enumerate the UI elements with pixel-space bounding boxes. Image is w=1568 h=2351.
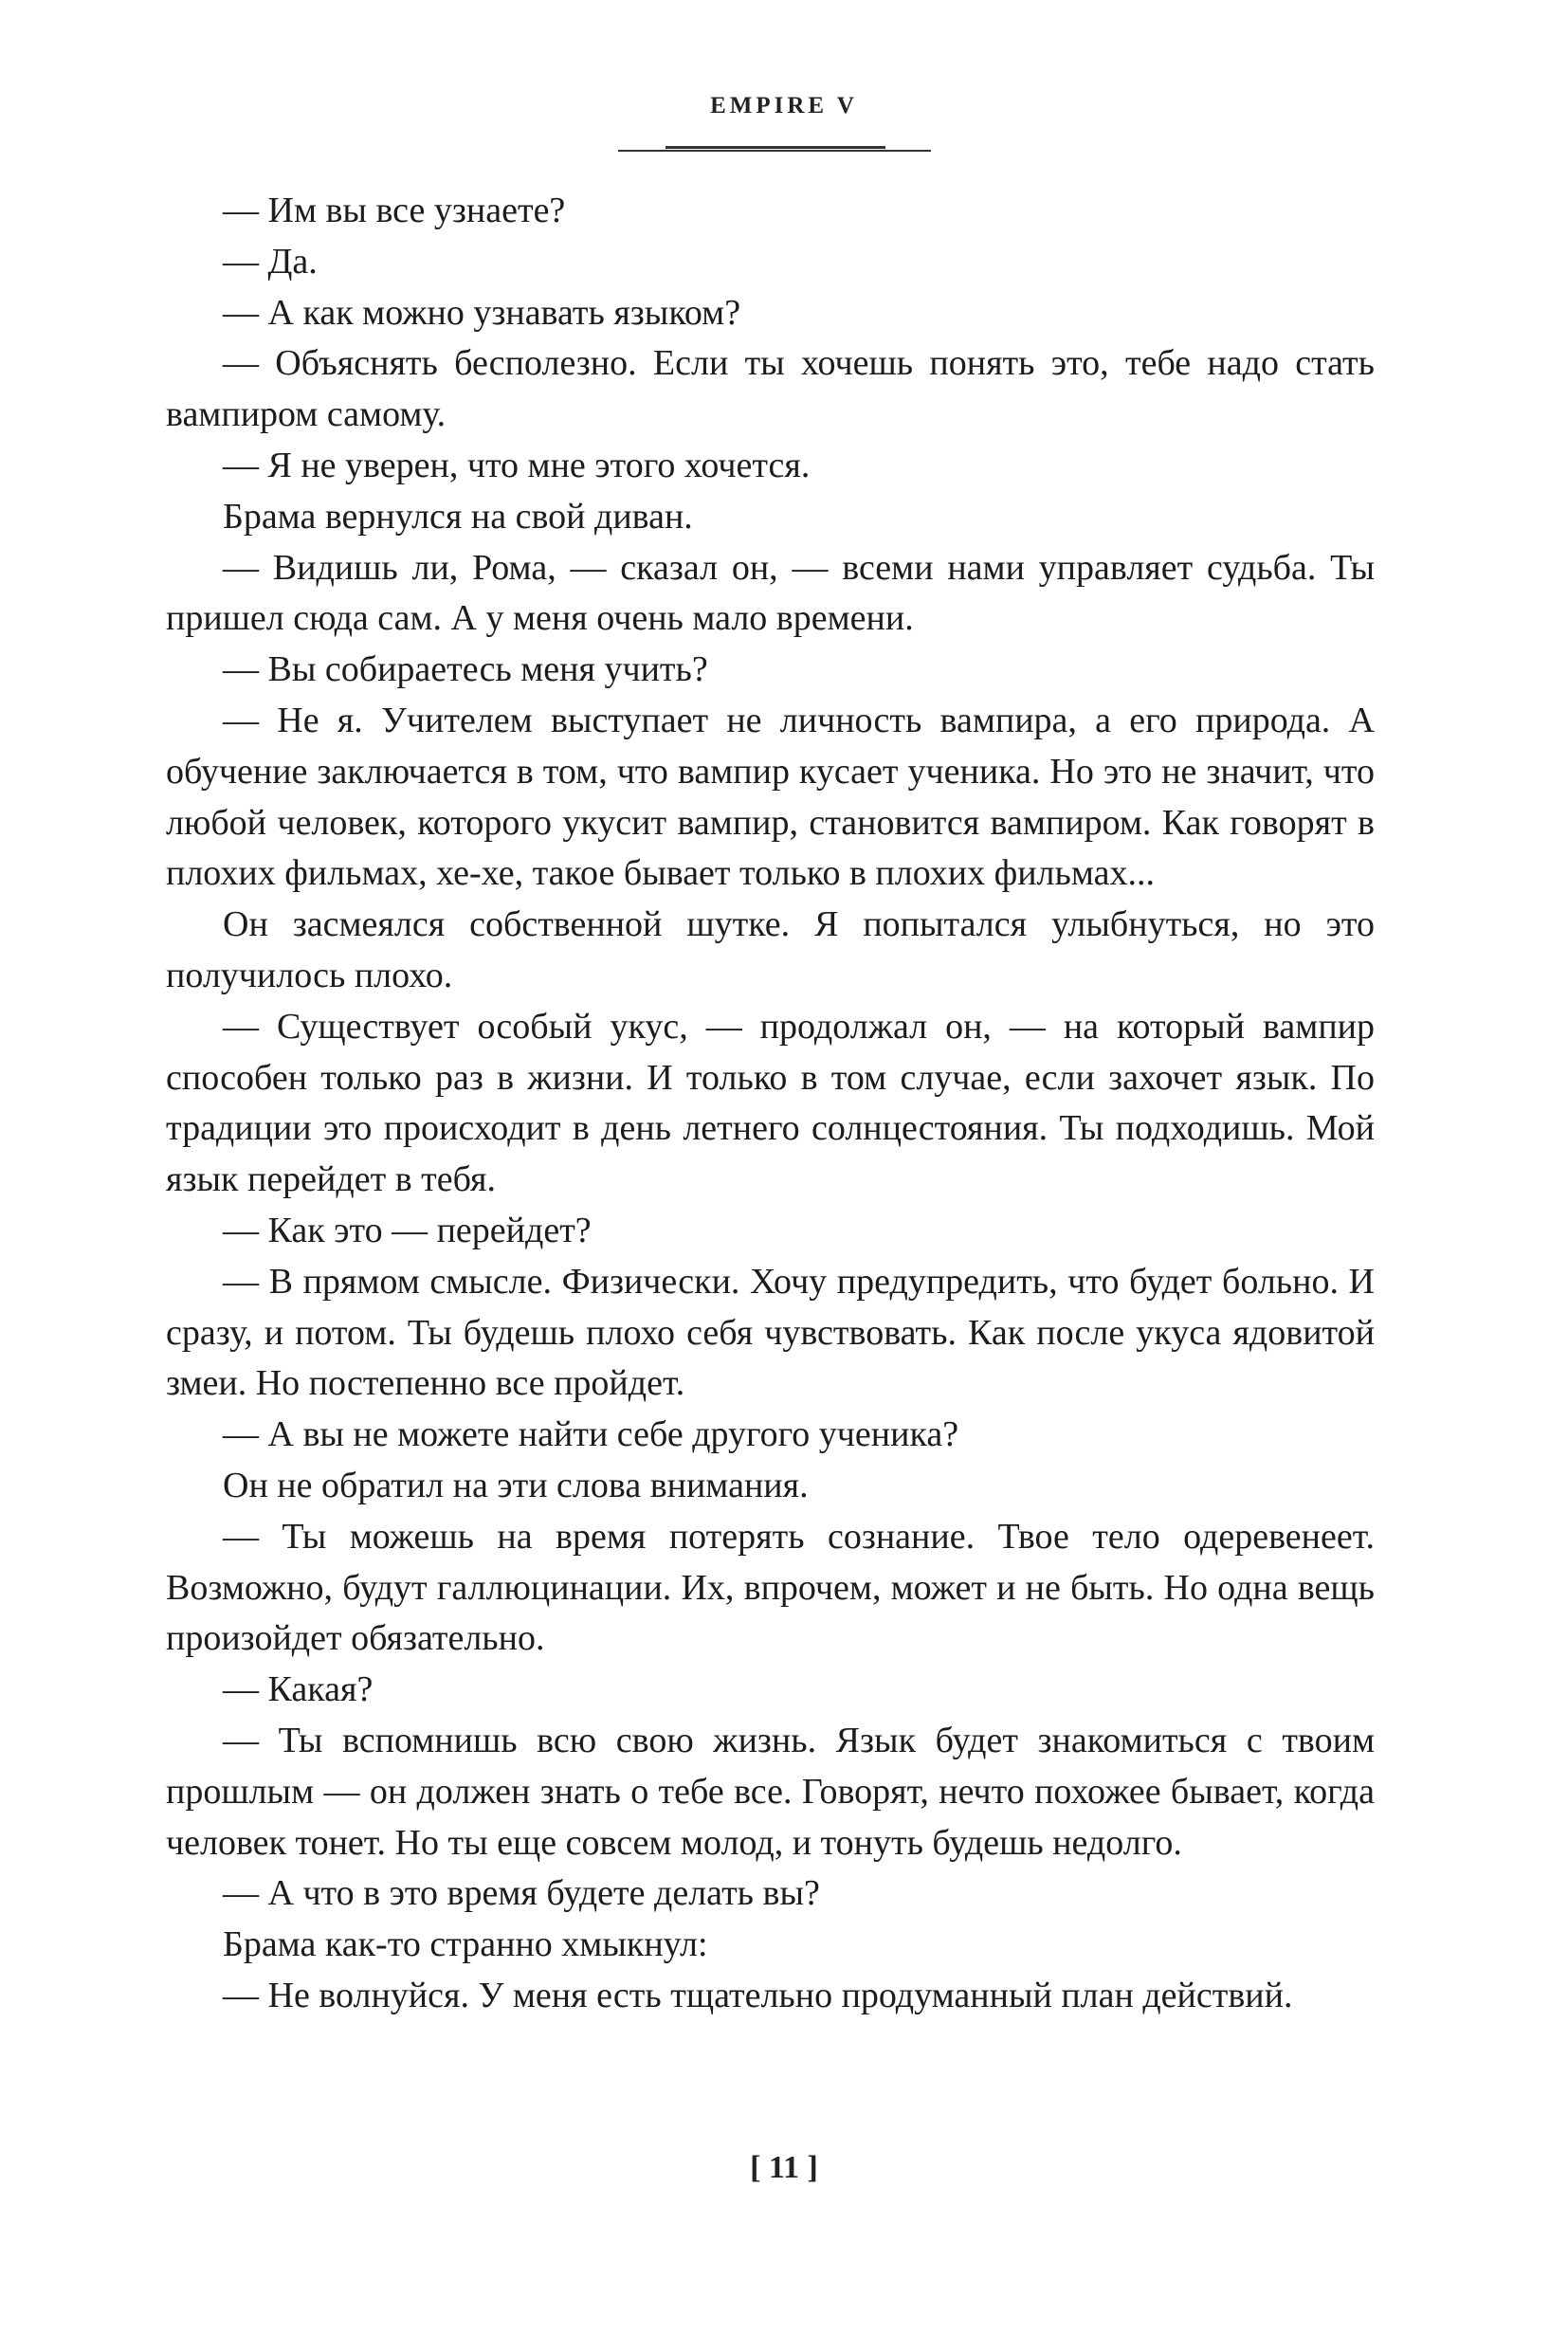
paragraph: — Какая? [223,1669,374,1710]
running-header: EMPIRE V [710,93,858,118]
paragraph: — Не волнуйся. У меня есть тщательно продуманный план действий. [223,1975,1293,2015]
paragraph: — Видишь ли, Рома, — сказал он, — всеми нами управляет судьба. Ты пришел сюда сам. А у меня очень мало времени. [166,547,1375,639]
paragraph: — А вы не можете найти себе другого ученика? [223,1414,959,1455]
paragraph: Он не обратил на эти слова внимания. [223,1465,809,1505]
paragraph: — Существует особый укус, — продолжал он, — на который вампир способен только раз в жизни. И только в том случае, если захочет язык. По традиции это происходит в день летнего солнцестояния. Ты подходишь. Мой язык перейдет в тебя. [166,1006,1375,1200]
paragraph: Брама вернулся на свой диван. [223,496,693,537]
paragraph: — Я не уверен, что мне этого хочется. [223,445,811,485]
header-rule [618,150,931,152]
page-number: [ 11 ] [750,2150,818,2185]
paragraph: — Ты можешь на время потерять сознание. Твое тело одеревенеет. Возможно, будут галлюцинации. Их, впрочем, может и не быть. Но одна вещь произойдет обязательно. [166,1516,1375,1659]
paragraph: — А что в это время будете делать вы? [223,1873,820,1914]
paragraph: Брама как-то странно хмыкнул: [223,1924,708,1965]
paragraph: — Вы собираетесь меня учить? [223,649,708,690]
paragraph: — Ты вспомнишь всю свою жизнь. Язык будет знакомиться с твоим прошлым — он должен знать о тебе все. Говорят, нечто похожее бывает, когда человек тонет. Но ты еще совсем молод, и тонуть будешь недолго. [166,1720,1375,1863]
paragraph: — В прямом смысле. Физически. Хочу предупредить, что будет больно. И сразу, и потом. Ты будешь плохо себя чувствовать. Как после укуса ядовитой змеи. Но постепенно все пройдет. [166,1261,1375,1404]
header-rule-accent [665,146,885,149]
paragraph: — Как это — перейдет? [223,1210,592,1250]
paragraph: — Не я. Учителем выступает не личность вампира, а его природа. А обучение заключается в том, что вампир кусает ученика. Но это не значит, что любой человек, которого укусит вампир, становится вампиром. Как говорят в плохих фильмах, хе-хе, такое бывает только в плохих фильмах... [166,700,1375,894]
paragraph: — Объяснять бесполезно. Если ты хочешь понять это, тебе надо стать вампиром самому. [166,343,1375,435]
paragraph: — Им вы все узнаете? [223,191,566,230]
paragraph: Он засмеялся собственной шутке. Я попытался улыбнуться, но это получилось плохо. [166,904,1375,995]
paragraph: — А как можно узнавать языком? [223,292,741,333]
body-text [166,186,1375,2022]
paragraph: — Да. [223,241,318,282]
